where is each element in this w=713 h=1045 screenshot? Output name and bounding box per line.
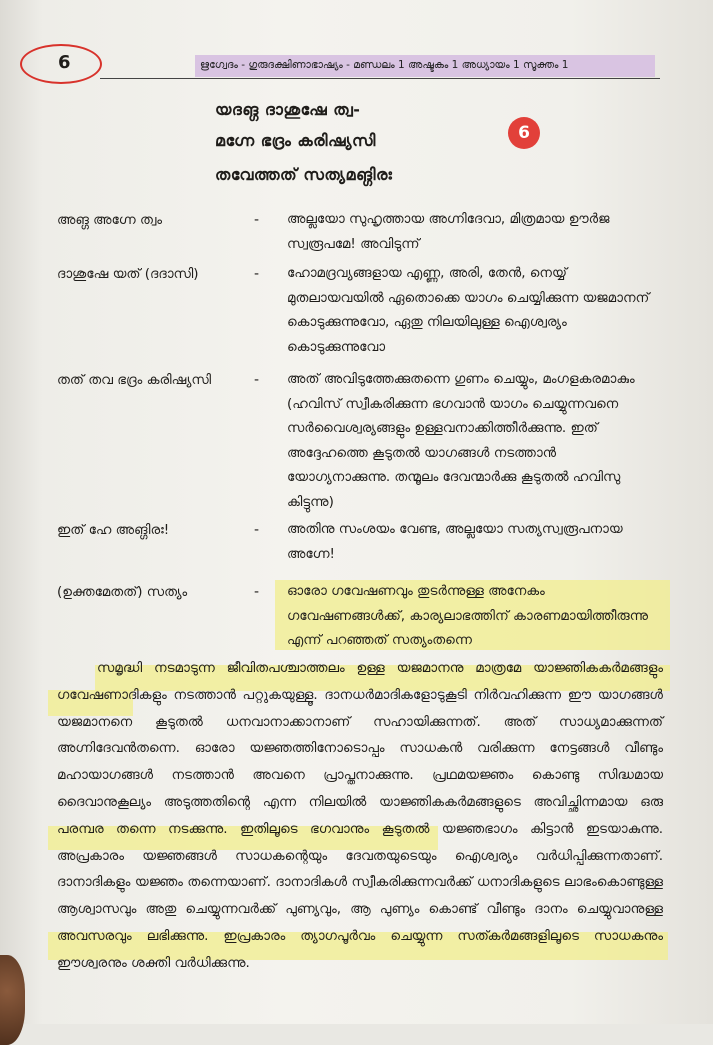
commentary-paragraph (57, 655, 663, 977)
thumb (0, 955, 25, 1045)
dash-2: - (254, 266, 260, 282)
dash-3: - (254, 372, 260, 388)
running-title: ഋഗ്വേദം - ഗുരുദക്ഷിണാഭാഷ്യം - മണ്ഡലം 1 അഷ്ടകം 1 അധ്യായം 1 സൂക്തം 1 (200, 59, 569, 71)
term-5: (ഉക്തമേതത്) സത്യം (57, 584, 188, 600)
mantra-line-1: യദങ്ഗ ദാശുഷേ ത്വ- (215, 100, 361, 119)
term-4: ഇത് ഹേ അങ്ഗിരഃ! (57, 522, 170, 538)
dash-1: - (254, 212, 260, 228)
page-number: 6 (58, 52, 71, 73)
meaning-5: ഓരോ ഗവേഷണവും തുടർന്നുള്ള അനേകം ഗവേഷണങ്ങൾക്ക്, കാര്യലാഭത്തിന് കാരണമായിത്തീരുന്നു എന്ന് പറഞ്ഞത് സത്യംതന്നെ (287, 583, 649, 648)
meaning-1: അല്ലയോ സുഹൃത്തായ അഗ്നിദേവാ, മിത്രമായ ഊർജ സ്വരൂപമേ! അവിടുന്ന് (287, 211, 610, 252)
header-rule (100, 78, 660, 79)
term-3: തത് തവ ഭദ്രം കരിഷ്യസി (57, 372, 212, 388)
meaning-2: ഹോമദ്രവ്യങ്ങളായ എണ്ണ, അരി, തേൻ, നെയ്യ് മുതലായവയിൽ ഏതൊക്കെ യാഗം ചെയ്യിക്കുന്ന യജമാനന് കൊടുക്കുന്നുവോ, ഏതു നിലയിലുള്ള ഐശ്വര്യം കൊടുക്കുന്നുവോ (287, 265, 650, 355)
meaning-4: അതിനു സംശയം വേണ്ട, അല്ലയോ സത്യസ്വരൂപനായ അഗ്നേ! (287, 521, 623, 562)
meaning-3: അത് അവിടുത്തേക്കുതന്നെ ഗുണം ചെയ്യും, മംഗളകരമാകും (ഹവിസ് സ്വീകരിക്കുന്ന ഭഗവാൻ യാഗം ചെയ്യുന്നവനെ സർവൈശ്വര്യങ്ങളും ഉള്ളവനാക്കിത്തീർക്കുന്നു. ഇത് അദ്ദേഹത്തെ കൂടുതൽ യാഗങ്ങൾ നടത്താൻ യോഗ്യനാക്കുന്നു. തന്മൂലം ദേവന്മാർക്കു കൂടുതൽ ഹവിസു കിട്ടുന്നു) (287, 371, 635, 510)
commentary-text: സമൃദ്ധി നടമാടുന്ന ജീവിതപശ്ചാത്തലം ഉള്ള യജമാനനു മാത്രമേ യാജ്ഞികകർമങ്ങളും ഗവേഷണാദികളും നടത്താൻ പറ്റുകയുള്ളൂ. ദാനധർമാദികളോടുകൂടി നിർവഹിക്കുന്ന ഈ യാഗങ്ങൾ യജമാനനെ കൂടുതൽ ധനവാനാക്കാനാണ് സഹായിക്കുന്നത്. അത് സാധ്യമാക്കുന്നത് അഗ്നിദേവൻതന്നെ. ഓരോ യജ്ഞത്തിനോടൊപ്പം സാധകൻ വരിക്കുന്ന നേട്ടങ്ങൾ വീണ്ടും മഹായാഗങ്ങൾ നടത്താൻ അവനെ പ്രാപ്തനാക്കുന്നു. പ്രഥമയജ്ഞം കൊണ്ടു സിദ്ധമായ ദൈവാനുകൂല്യം അടുത്തതിന്റെ എന്ന നിലയിൽ യാജ്ഞികകർമങ്ങളുടെ അവിച്ഛിന്നമായ ഒരു പരമ്പര തന്നെ നടക്കുന്നു. ഇതിലൂടെ ഭഗവാനും കൂടുതൽ യജ്ഞഭാഗം കിട്ടാൻ ഇടയാകുന്നു. അപ്രകാരം യജ്ഞങ്ങൾ സാധകന്റെയും ദേവതയുടെയും ഐശ്വര്യം വർധിപ്പിക്കുന്നതാണ്. ദാനാദികളും യജ്ഞം തന്നെയാണ്. ദാനാദികൾ സ്വീകരിക്കുന്നവർക്ക് ധനാദികളുടെ ലാഭംകൊണ്ടുള്ള ആശ്വാസവും അതു ചെയ്യുന്നവർക്ക് പുണ്യവും, ആ പുണ്യം കൊണ്ട് വീണ്ടും ദാനം ചെയ്യുവാനുള്ള അവസരവും ലഭിക്കുന്നു. ഇപ്രകാരം ത്യാഗപൂർവം ചെയ്യുന്ന സത്കർമങ്ങളിലൂടെ സാധകനും ഈശ്വരനും ശക്തി വർധിക്കുന്നു. (57, 660, 663, 971)
dash-5: - (254, 584, 260, 600)
verse-number-badge: 6 (508, 117, 540, 149)
mantra-line-3: തവേത്തത് സത്യമങ്ഗിരഃ (215, 165, 393, 184)
term-2: ദാശുഷേ യത് (ദദാസി) (57, 266, 199, 282)
term-1: അങ്ഗ അഗ്നേ ത്വം (57, 212, 163, 228)
mantra-line-2: മഗ്നേ ഭദ്രം കരിഷ്യസി (215, 131, 376, 150)
dash-4: - (254, 522, 260, 538)
